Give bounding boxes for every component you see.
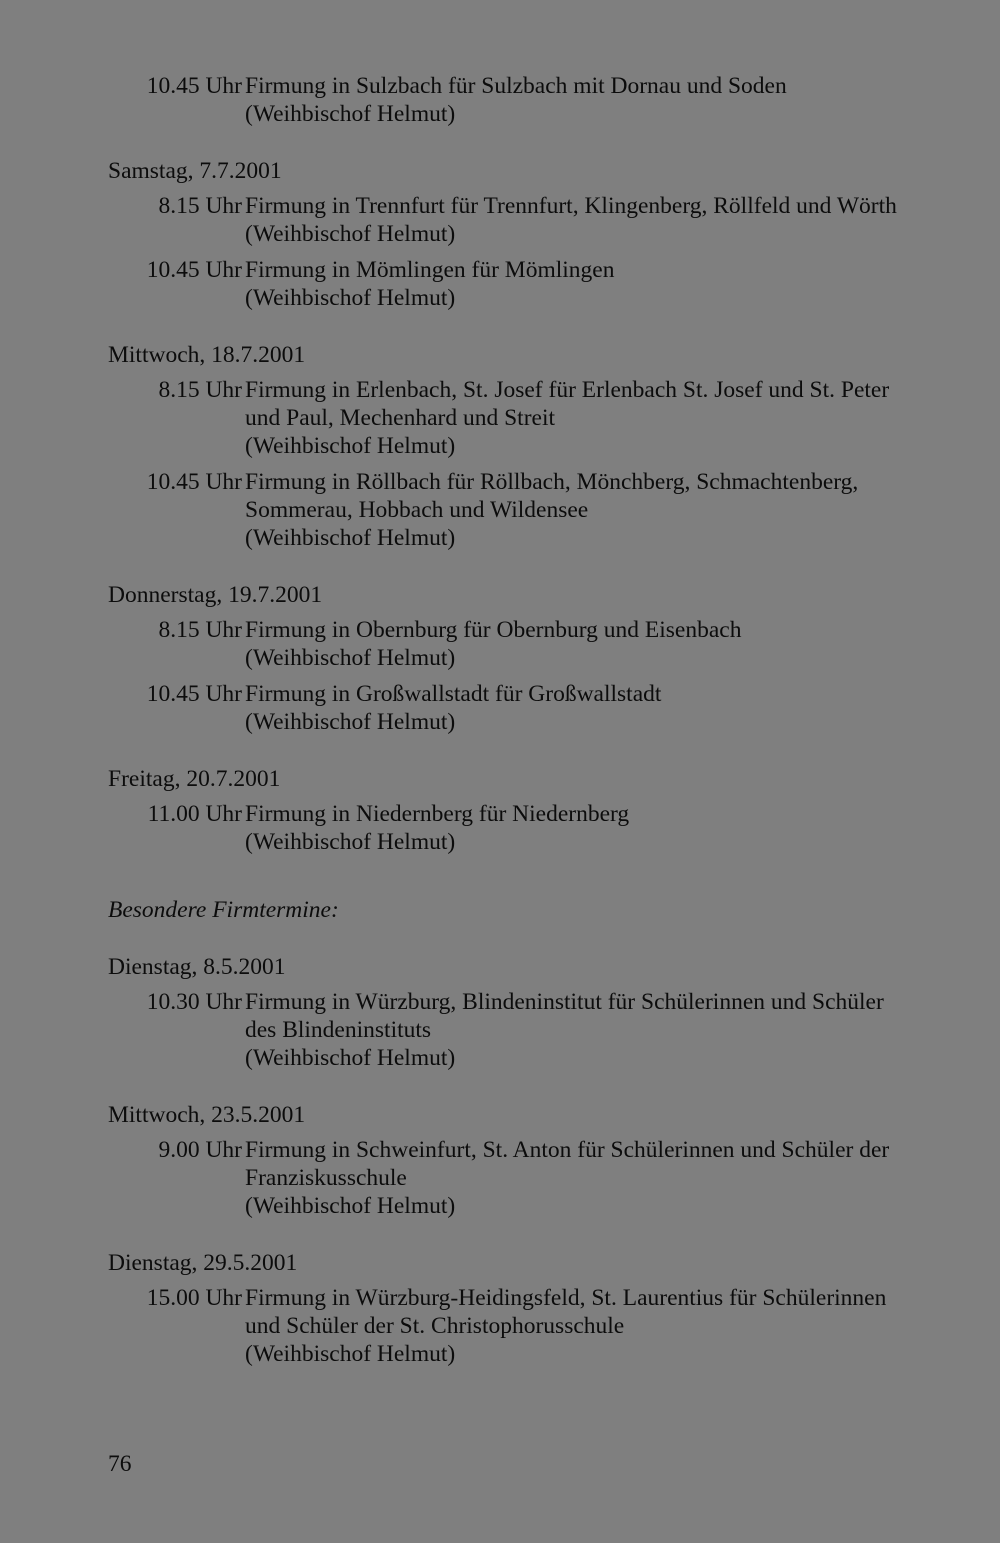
entry-description-line: Firmung in Würzburg, Blindeninstitut für Schülerinnen und Schüler [245, 989, 884, 1015]
date-group [108, 72, 958, 128]
entry-time: 8.15 Uhr [158, 617, 242, 643]
schedule-entry [108, 800, 958, 856]
date-heading: Dienstag, 8.5.2001 [108, 954, 286, 980]
entry-description-line: (Weihbischof Helmut) [245, 525, 456, 551]
entry-description [245, 192, 958, 248]
date-group [108, 953, 958, 1072]
schedule-entry [108, 988, 958, 1072]
entry-description-line: Sommerau, Hobbach und Wildensee [245, 497, 589, 523]
confirmation-schedule [108, 72, 958, 856]
entry-time: 10.45 Uhr [146, 73, 242, 99]
date-group [108, 581, 958, 736]
schedule-entry [108, 192, 958, 248]
entry-time-cell [108, 1136, 245, 1220]
entry-description-line: (Weihbischof Helmut) [245, 433, 456, 459]
entry-time-cell [108, 988, 245, 1072]
schedule-entry [108, 1136, 958, 1220]
entry-time-cell [108, 1284, 245, 1368]
entry-time-cell [108, 468, 245, 552]
date-heading: Mittwoch, 18.7.2001 [108, 342, 306, 368]
entry-description-line: (Weihbischof Helmut) [245, 1341, 456, 1367]
date-heading: Donnerstag, 19.7.2001 [108, 582, 323, 608]
entry-time-cell [108, 376, 245, 460]
entry-description-line: (Weihbischof Helmut) [245, 285, 456, 311]
entry-time-cell [108, 800, 245, 856]
schedule-entry [108, 72, 958, 128]
entry-description-line: Firmung in Erlenbach, St. Josef für Erlenbach St. Josef und St. Peter [245, 377, 890, 403]
entry-time: 10.30 Uhr [146, 989, 242, 1015]
entry-description-line: (Weihbischof Helmut) [245, 1193, 456, 1219]
entry-description [245, 616, 958, 672]
entry-description-line: Franziskusschule [245, 1165, 407, 1191]
schedule-entry [108, 680, 958, 736]
date-group [108, 341, 958, 552]
date-heading: Samstag, 7.7.2001 [108, 158, 282, 184]
schedule-entry [108, 376, 958, 460]
date-group [108, 157, 958, 312]
entry-description [245, 1284, 958, 1368]
entry-description-line: und Paul, Mechenhard und Streit [245, 405, 556, 431]
entry-description [245, 376, 958, 460]
entry-description [245, 468, 958, 552]
entry-description-line: Firmung in Mömlingen für Mömlingen [245, 257, 615, 283]
entry-time: 10.45 Uhr [146, 469, 242, 495]
date-heading: Freitag, 20.7.2001 [108, 766, 281, 792]
page-number: 76 [108, 1451, 132, 1477]
entry-description-line: Firmung in Sulzbach für Sulzbach mit Dornau und Soden [245, 73, 787, 99]
entry-description-line: und Schüler der St. Christophorusschule [245, 1313, 625, 1339]
entry-description-line: Firmung in Schweinfurt, St. Anton für Schülerinnen und Schüler der [245, 1137, 890, 1163]
entry-time-cell [108, 616, 245, 672]
entry-description-line: Firmung in Trennfurt für Trennfurt, Klingenberg, Röllfeld und Wörth [245, 193, 897, 219]
entry-description-line: (Weihbischof Helmut) [245, 1045, 456, 1071]
entry-time-cell [108, 192, 245, 248]
schedule-entry [108, 616, 958, 672]
schedule-entry [108, 468, 958, 552]
date-group [108, 765, 958, 856]
entry-description [245, 680, 958, 736]
entry-time: 15.00 Uhr [146, 1285, 242, 1311]
entry-description-line: (Weihbischof Helmut) [245, 645, 456, 671]
entry-description-line: (Weihbischof Helmut) [245, 709, 456, 735]
entry-description [245, 72, 958, 128]
entry-description [245, 800, 958, 856]
date-heading: Dienstag, 29.5.2001 [108, 1250, 298, 1276]
entry-time-cell [108, 680, 245, 736]
entry-description-line: Firmung in Großwallstadt für Großwallstadt [245, 681, 662, 707]
entry-description [245, 988, 958, 1072]
entry-time: 9.00 Uhr [158, 1137, 242, 1163]
entry-time: 10.45 Uhr [146, 681, 242, 707]
schedule-entry [108, 256, 958, 312]
entry-time-cell [108, 72, 245, 128]
special-confirmation-schedule [108, 953, 958, 1368]
entry-description [245, 256, 958, 312]
entry-description-line: Firmung in Röllbach für Röllbach, Mönchberg, Schmachtenberg, [245, 469, 859, 495]
entry-time: 8.15 Uhr [158, 377, 242, 403]
entry-description-line: Firmung in Niedernberg für Niedernberg [245, 801, 630, 827]
entry-description-line: Firmung in Würzburg-Heidingsfeld, St. Laurentius für Schülerinnen [245, 1285, 887, 1311]
entry-description-line: (Weihbischof Helmut) [245, 221, 456, 247]
entry-time-cell [108, 256, 245, 312]
entry-description-line: (Weihbischof Helmut) [245, 101, 456, 127]
entry-description-line: des Blindeninstituts [245, 1017, 432, 1043]
entry-description-line: Firmung in Obernburg für Obernburg und Eisenbach [245, 617, 742, 643]
schedule-content [108, 72, 958, 1397]
entry-time: 10.45 Uhr [146, 257, 242, 283]
date-group [108, 1101, 958, 1220]
special-dates-heading: Besondere Firmtermine: [108, 897, 339, 923]
entry-description-line: (Weihbischof Helmut) [245, 829, 456, 855]
date-heading: Mittwoch, 23.5.2001 [108, 1102, 306, 1128]
entry-time: 8.15 Uhr [158, 193, 242, 219]
entry-description [245, 1136, 958, 1220]
schedule-entry [108, 1284, 958, 1368]
date-group [108, 1249, 958, 1368]
entry-time: 11.00 Uhr [147, 801, 242, 827]
